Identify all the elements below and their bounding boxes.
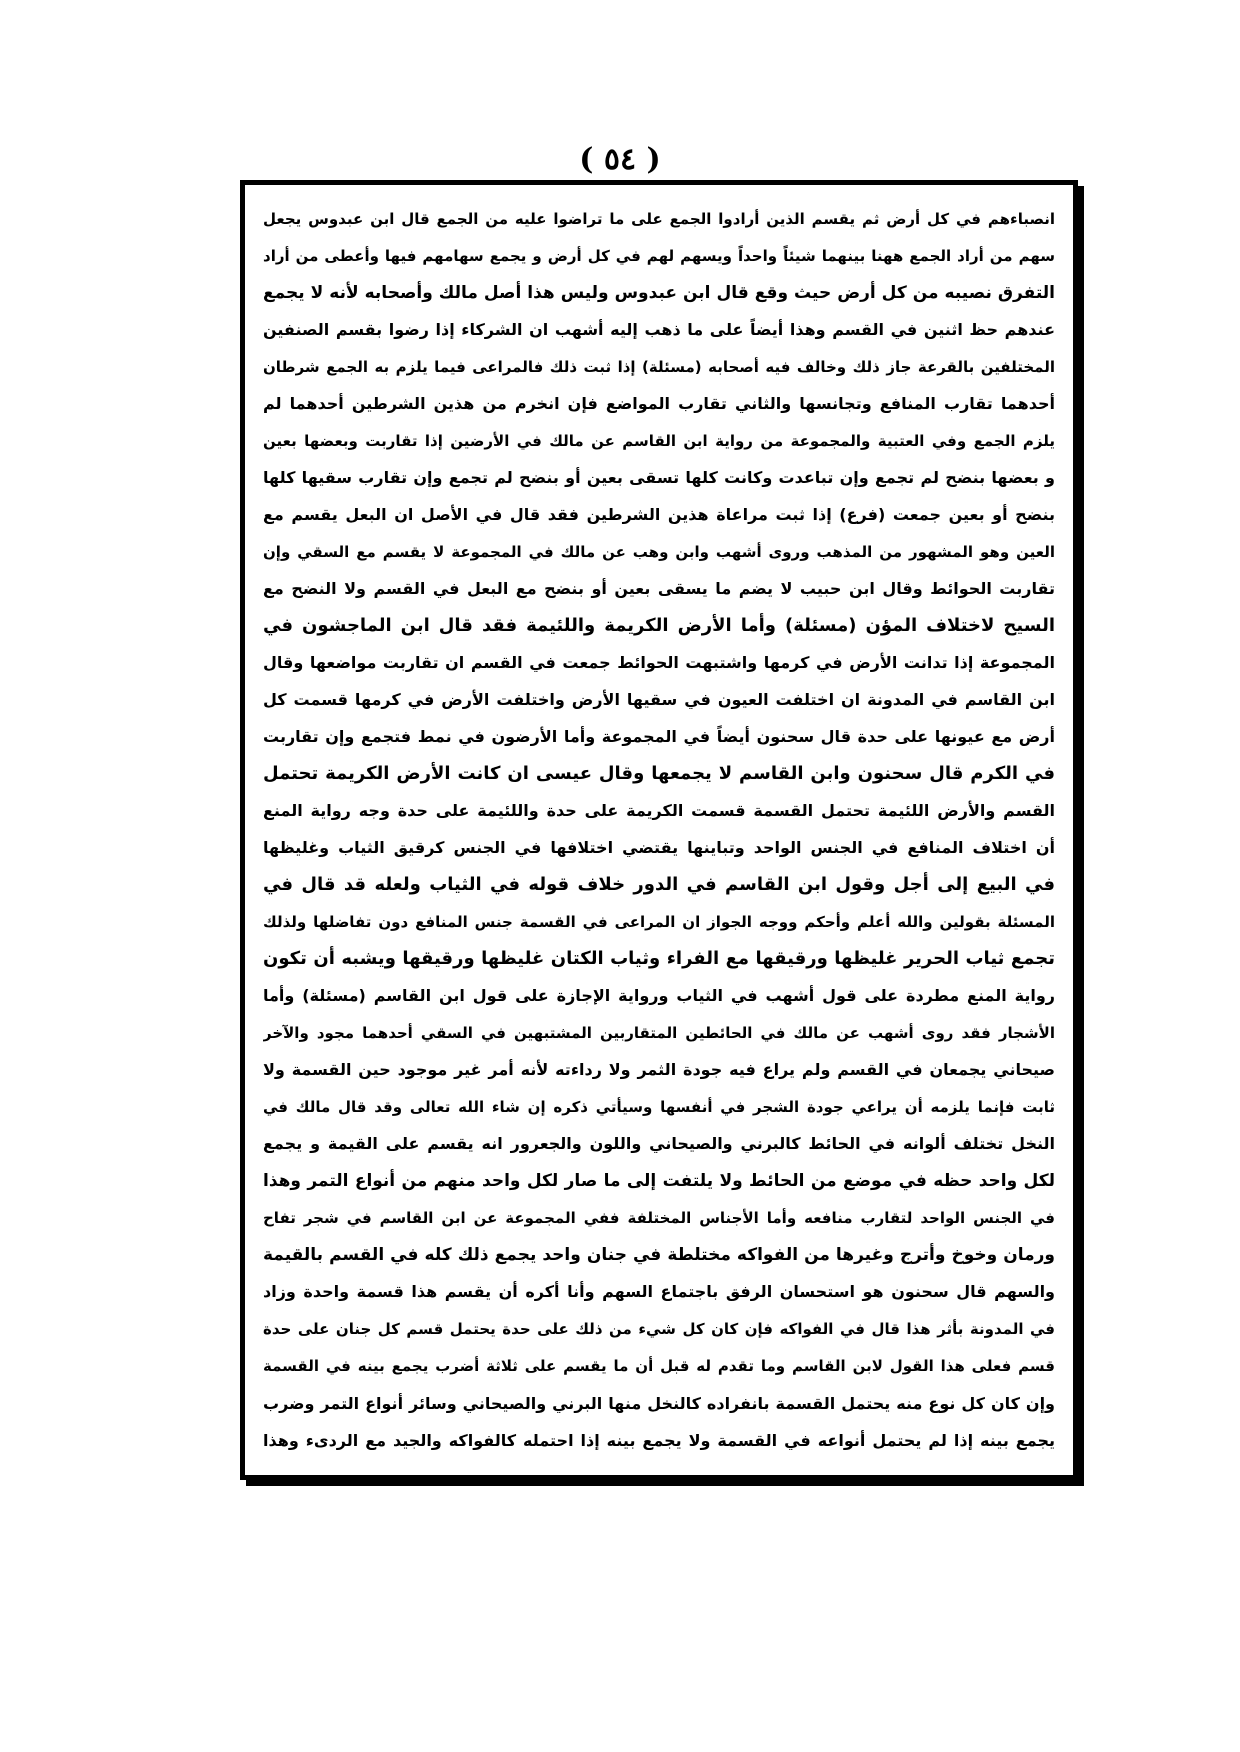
text-line-content: يجمع بينه إذا لم يحتمل أنواعه في القسمة ولا يجمع بينه إذا احتمله كالفواكه والجيد مع الردىء وهذا	[263, 1430, 1055, 1450]
text-line-content: و بعضها بنضح لم تجمع وإن تباعدت وكانت كلها تسقى بعين أو بنضح لم تجمع وإن تقارب سقيها كلها	[263, 468, 1055, 488]
text-line	[263, 1163, 1055, 1199]
text-line	[263, 312, 1055, 348]
text-line-content: يلزم الجمع وفي العتبية والمجموعة من رواية ابن القاسم عن مالك في الأرضين إذا تقاربت وبعضها بعين	[263, 431, 1055, 450]
text-line	[263, 1386, 1055, 1422]
text-line-content: أحدهما تقارب المنافع وتجانسها والثاني تقارب المواضع فإن انخرم من هذين الشرطين أحدهما لم	[263, 394, 1055, 414]
text-line-content: القسم والأرض اللئيمة تحتمل القسمة قسمت الكريمة على حدة واللئيمة على حدة وجه رواية المنع	[263, 801, 1055, 821]
text-line-content: سهم من أراد الجمع ههنا بينهما شيئاً واحداً ويسهم لهم في كل أرض و يجمع سهامهم فيها وأعطى من أراد	[263, 246, 1055, 265]
text-line	[263, 793, 1055, 829]
text-line	[263, 460, 1055, 496]
text-line-content: المجموعة إذا تدانت الأرض في كرمها واشتبهت الحوائط جمعت في القسم ان تقاربت مواضعها وقال	[263, 653, 1055, 673]
text-line-content: أرض مع عيونها على حدة قال سحنون أيضاً في المجموعة وأما الأرضون في نمط فتجمع وإن تقاربت	[263, 727, 1055, 747]
text-line-content: ابن القاسم في المدونة ان اختلفت العيون في سقيها الأرض واختلفت الأرض في كرمها قسمت كل	[263, 690, 1055, 710]
text-line-content: في البيع إلى أجل وقول ابن القاسم في الدور خلاف قوله في الثياب ولعله قد قال في	[263, 874, 1055, 896]
text-line-content: تجمع ثياب الحرير غليظها ورقيقها مع الفراء وثياب الكتان غليظها ورقيقها ويشبه أن تكون	[263, 948, 1055, 970]
text-line-content: انصباءهم في كل أرض ثم يقسم الذين أرادوا الجمع على ما تراضوا عليه من الجمع قال ابن عبدوس يجعل	[263, 209, 1055, 228]
text-line	[263, 201, 1055, 237]
text-line	[263, 275, 1055, 311]
text-line	[263, 682, 1055, 718]
text-line-content: المختلفين بالقرعة جاز ذلك وخالف فيه أصحابه (مسئلة) إذا ثبت ذلك فالمراعى فيما يلزم به الجمع شرطان	[263, 357, 1055, 376]
text-line-content: أن اختلاف المنافع في الجنس الواحد وتباينها يقتضي اختلافها في الجنس كرقيق الثياب وغليظها	[263, 838, 1055, 858]
text-line-content: قسم فعلى هذا القول لابن القاسم وما تقدم له قبل أن ما يقسم على ثلاثة أضرب يجمع بينه في القسمة	[263, 1356, 1055, 1375]
text-line-content: تقاربت الحوائط وقال ابن حبيب لا يضم ما يسقى بعين أو بنضح مع البعل في القسم ولا النضح مع	[263, 579, 1055, 599]
text-line-content: بنضح أو بعين جمعت (فرع) إذا ثبت مراعاة هذين الشرطين فقد قال في الأصل ان البعل يقسم مع	[263, 505, 1055, 525]
text-line	[263, 423, 1055, 459]
text-line	[263, 978, 1055, 1014]
text-line	[263, 867, 1055, 903]
text-line	[263, 349, 1055, 385]
text-line-content: لكل واحد حظه في موضع من الحائط ولا يلتفت إلى ما صار لكل واحد منهم من أنواع التمر وهذا	[263, 1170, 1055, 1191]
text-line	[263, 534, 1055, 570]
text-line	[263, 1015, 1055, 1051]
text-line	[263, 830, 1055, 866]
text-line-content: التفرق نصيبه من كل أرض حيث وقع قال ابن عبدوس وليس هذا أصل مالك وأصحابه لأنه لا يجمع	[263, 282, 1055, 303]
text-line	[263, 1274, 1055, 1310]
text-line	[263, 571, 1055, 607]
text-frame	[240, 180, 1078, 1480]
text-line	[263, 1348, 1055, 1384]
text-line-content: ثابت فإنما يلزمه أن يراعي جودة الشجر في أنفسها وسيأتي ذكره إن شاء الله تعالى وقد قال مالك في	[263, 1097, 1055, 1116]
text-line-content: في الكرم قال سحنون وابن القاسم لا يجمعها وقال عيسى ان كانت الأرض الكريمة تحتمل	[263, 763, 1055, 785]
text-line	[263, 238, 1055, 274]
text-line	[263, 497, 1055, 533]
text-line	[263, 1089, 1055, 1125]
text-line-content: الأشجار فقد روى أشهب عن مالك في الحائطين المتقاربين المشتبهين في السقي أحدهما مجود والآخر	[263, 1023, 1055, 1042]
text-line-content: في المدونة بأثر هذا قال في الفواكه فإن كان كل شيء من ذلك على حدة يحتمل قسم كل جنان على حدة	[263, 1319, 1055, 1338]
text-line	[263, 608, 1055, 644]
text-line-content: عندهم حظ اثنين في القسم وهذا أيضاً على ما ذهب إليه أشهب ان الشركاء إذا رضوا بقسم الصنفين	[263, 320, 1055, 340]
text-line	[263, 1052, 1055, 1088]
text-line	[263, 386, 1055, 422]
text-line	[263, 756, 1055, 792]
page-number: ( ٥٤ )	[579, 142, 661, 177]
text-line	[263, 941, 1055, 977]
text-line-content: المسئلة بقولين والله أعلم وأحكم ووجه الجواز ان المراعى في القسمة جنس المنافع دون تفاضلها ولذلك	[263, 912, 1055, 931]
text-line	[263, 1311, 1055, 1347]
text-line-content: السيح لاختلاف المؤن (مسئلة) وأما الأرض الكريمة واللئيمة فقد قال ابن الماجشون في	[263, 615, 1055, 637]
text-line	[263, 1237, 1055, 1273]
text-line	[263, 904, 1055, 940]
text-line	[263, 1200, 1055, 1236]
text-line	[263, 645, 1055, 681]
text-line-content: العين وهو المشهور من المذهب وروى أشهب وابن وهب عن مالك في المجموعة لا يقسم مع السقي وإن	[263, 542, 1055, 561]
text-line-content: صيحاني يجمعان في القسم ولم يراع فيه جودة الثمر ولا رداءته لأنه أمر غير موجود حين القسمة ولا	[263, 1060, 1055, 1080]
text-line-content: رواية المنع مطردة على قول أشهب في الثياب ورواية الإجازة على قول ابن القاسم (مسئلة) وأما	[263, 986, 1055, 1006]
text-line-content: في الجنس الواحد لتقارب منافعه وأما الأجناس المختلفة ففي المجموعة عن ابن القاسم في شجر تفاح	[263, 1208, 1055, 1227]
text-line-content: وإن كان كل نوع منه يحتمل القسمة بانفراده كالنخل منها البرني والصيحاني وسائر أنواع التمر وضرب	[263, 1393, 1055, 1413]
text-line-content: النخل تختلف ألوانه في الحائط كالبرني والصيحاني واللون والجعرور انه يقسم على القيمة و يجمع	[263, 1134, 1055, 1154]
text-line	[263, 1126, 1055, 1162]
text-line	[263, 1423, 1055, 1459]
text-line	[263, 719, 1055, 755]
text-block	[263, 201, 1055, 1459]
text-line-content: والسهم قال سحنون هو استحسان الرفق باجتماع السهم وأنا أكره أن يقسم هذا قسمة واحدة وزاد	[263, 1282, 1055, 1302]
text-line-content: ورمان وخوخ وأترج وغيرها من الفواكه مختلطة في جنان واحد يجمع ذلك كله في القسم بالقيمة	[263, 1244, 1055, 1265]
